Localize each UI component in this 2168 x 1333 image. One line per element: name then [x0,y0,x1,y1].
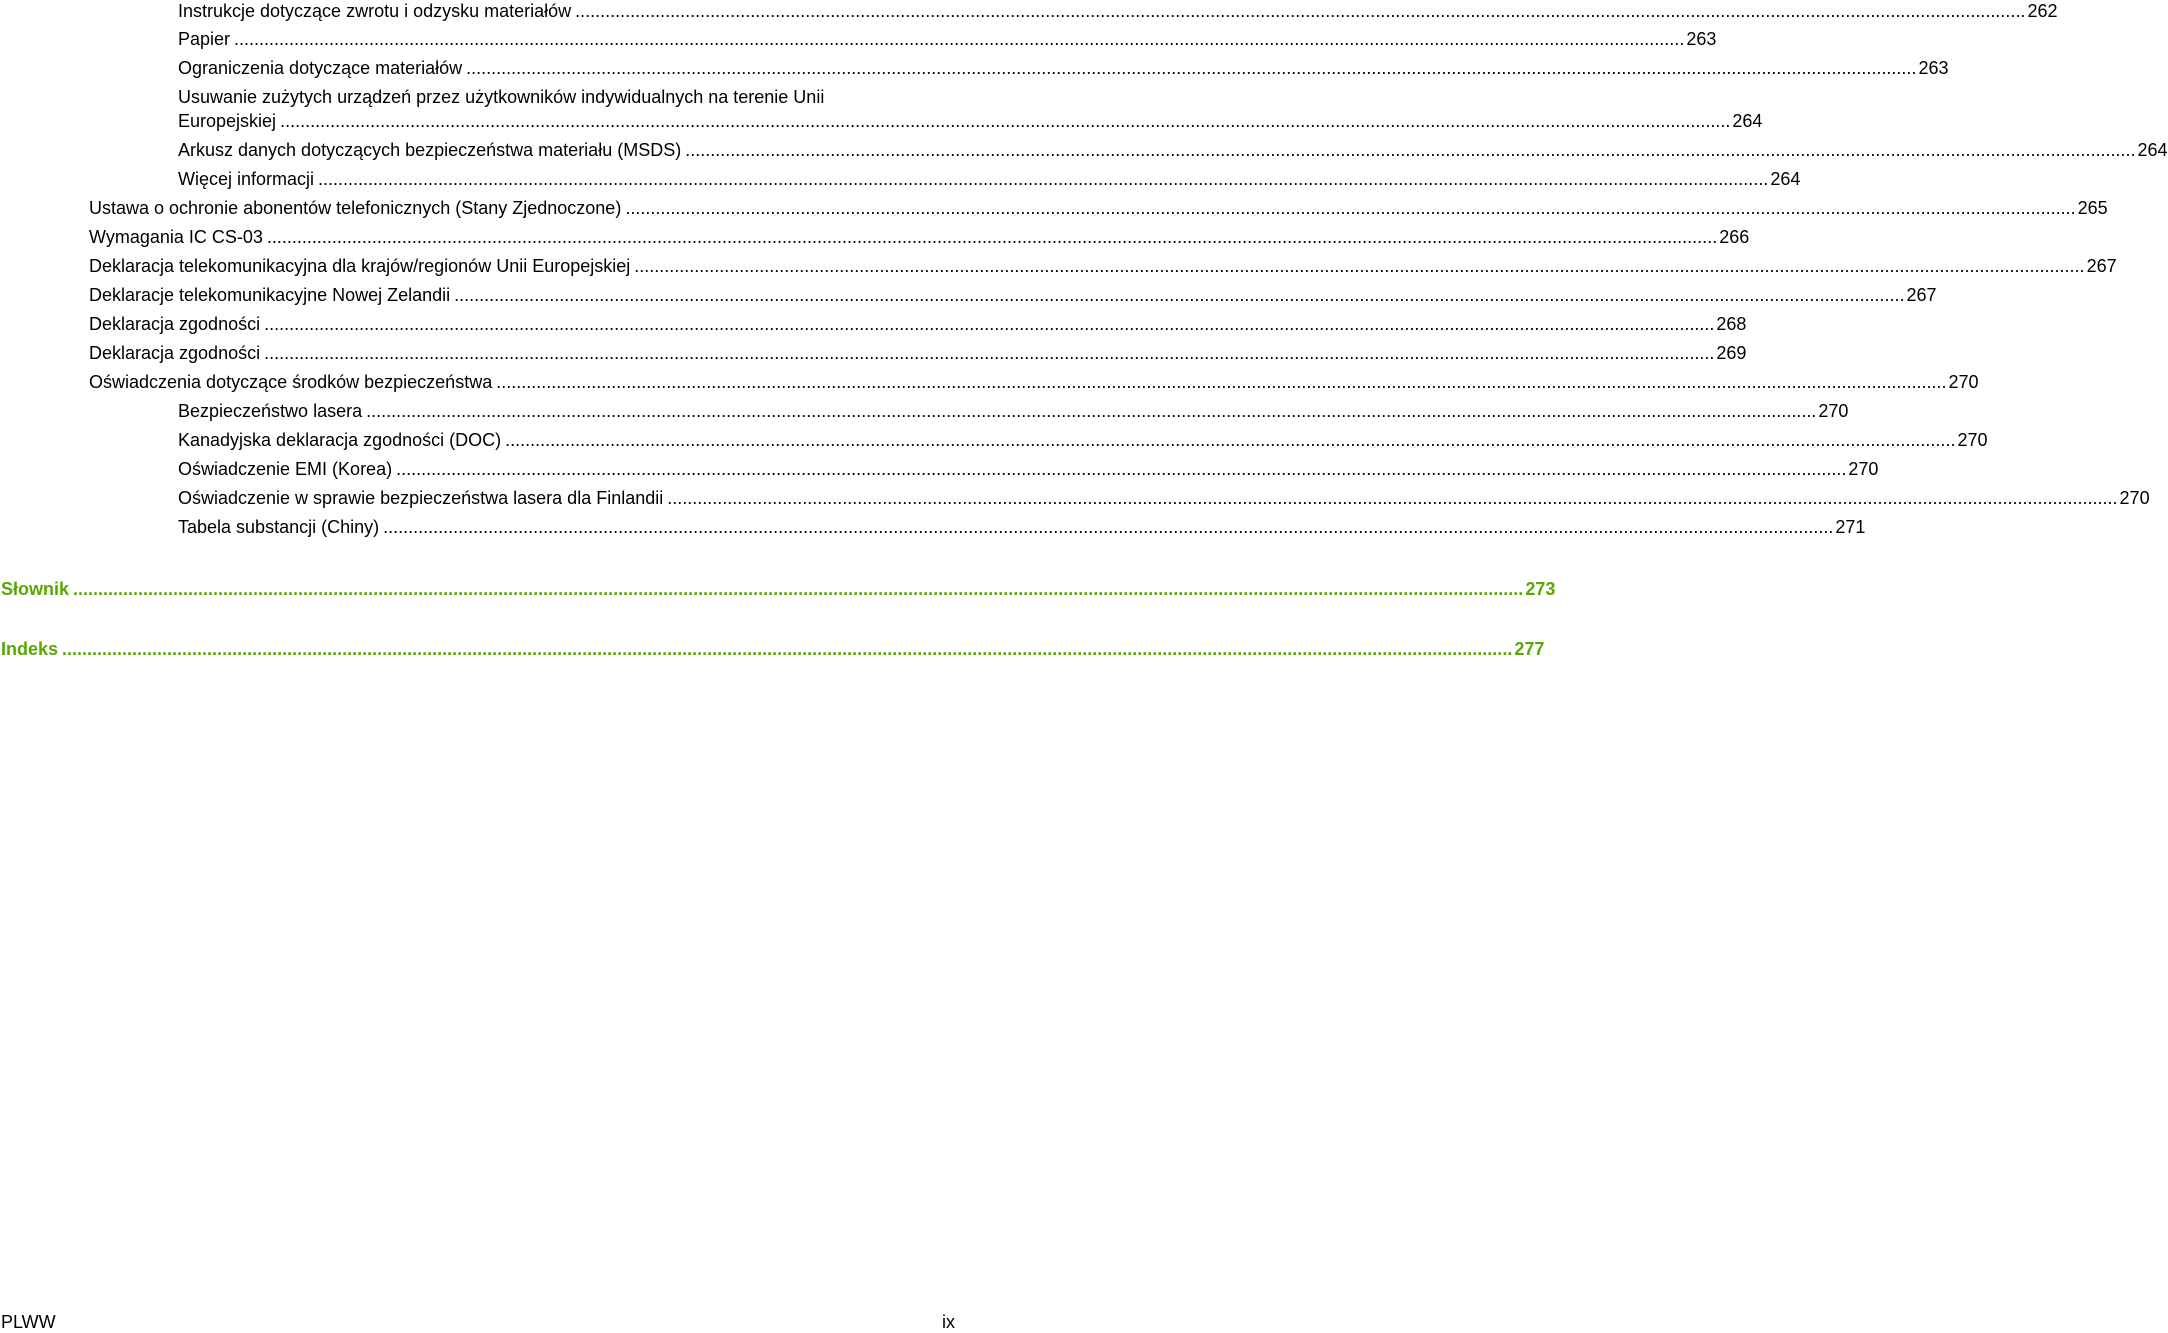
toc-entry-title: Deklaracja telekomunikacyjna dla krajów/regionów Unii Europejskiej [89,256,631,276]
toc-entry[interactable] [178,487,2150,509]
toc-entry[interactable] [89,313,1747,335]
toc-entry-title: Arkusz danych dotyczących bezpieczeństwa materiału (MSDS) [178,140,682,160]
toc-entry[interactable] [89,226,1750,248]
footer-document-code: PLWW [1,1312,56,1332]
dot-leader [366,400,1816,422]
dot-leader [505,429,1955,451]
dot-leader [264,313,1714,335]
toc-entry-title: Oświadczenia dotyczące środków bezpieczeństwa [89,372,493,392]
toc-entry-page: 271 [1835,517,1866,537]
toc-entry-page: 268 [1716,314,1747,334]
toc-entry[interactable] [178,168,1801,190]
toc-entry-title: Tabela substancji (Chiny) [178,517,380,537]
toc-entry-title: Deklaracja zgodności [89,314,261,334]
dot-leader [396,458,1846,480]
toc-entry-page: 270 [1848,459,1879,479]
dot-leader [383,516,1833,538]
toc-chapter-page: 273 [1525,579,1556,599]
dot-leader [667,487,2117,509]
toc-entry-page: 270 [1948,372,1979,392]
dot-leader [267,226,1717,248]
toc-entry[interactable] [178,139,2168,161]
toc-chapter-entry[interactable] [1,638,1545,660]
toc-entry-title: Oświadczenie EMI (Korea) [178,459,393,479]
toc-entry-page: 263 [1918,58,1949,78]
toc-chapter-title: Indeks [1,639,59,659]
dot-leader [496,371,1946,393]
toc-entry-page: 266 [1719,227,1750,247]
dot-leader [466,57,1916,79]
toc-entry-title: Ustawa o ochronie abonentów telefonicznych (Stany Zjednoczone) [89,198,622,218]
toc-entry-title: Deklaracja zgodności [89,343,261,363]
dot-leader [625,197,2075,219]
toc-entry-page: 267 [1906,285,1937,305]
toc-entry[interactable] [89,197,2108,219]
toc-entry[interactable] [178,516,1866,538]
toc-entry-page: 267 [2086,256,2117,276]
toc-entry-title: Wymagania IC CS-03 [89,227,263,247]
toc-entry-page: 263 [1686,29,1717,49]
dot-leader [634,255,2084,277]
toc-entry[interactable] [89,371,1979,393]
toc-chapter-entry[interactable] [1,578,1556,600]
toc-entry[interactable] [89,342,1747,364]
toc-entry-title: Papier [178,29,231,49]
toc-entry[interactable] [178,57,1949,79]
toc-entry-title: Więcej informacji [178,169,315,189]
toc-entry-page: 270 [1957,430,1988,450]
toc-entry-page: 264 [2137,140,2168,160]
toc-chapter-page: 277 [1514,639,1545,659]
dot-leader [62,638,1512,660]
toc-entry-title-line2: Europejskiej [178,111,277,131]
toc-entry-page: 270 [1818,401,1849,421]
toc-entry-title: Oświadczenie w sprawie bezpieczeństwa lasera dla Finlandii [178,488,664,508]
toc-entry-page: 262 [2027,1,2058,21]
dot-leader [73,578,1523,600]
toc-entry[interactable] [178,429,1988,451]
toc-entry-page: 270 [2119,488,2150,508]
dot-leader [454,284,1904,306]
toc-entry[interactable] [178,86,1763,132]
dot-leader [264,342,1714,364]
toc-entry-title: Instrukcje dotyczące zwrotu i odzysku materiałów [178,1,572,21]
toc-entry[interactable] [178,458,1879,480]
toc-chapter-title: Słownik [1,579,70,599]
toc-entry-page: 264 [1732,111,1763,131]
toc-entry-page: 269 [1716,343,1747,363]
toc-entry-title: Deklaracje telekomunikacyjne Nowej Zelandii [89,285,451,305]
toc-entry[interactable] [178,400,1849,422]
dot-leader [280,110,1730,132]
toc-entry-title: Bezpieczeństwo lasera [178,401,363,421]
toc-entry[interactable] [178,0,2058,22]
footer-page-number: ix [942,1312,955,1332]
toc-entry-title-line1: Usuwanie zużytych urządzeń przez użytkowników indywidualnych na terenie Unii [178,87,825,107]
dot-leader [318,168,1768,190]
toc-entry-page: 265 [2077,198,2108,218]
dot-leader [685,139,2135,161]
toc-entry-title: Kanadyjska deklaracja zgodności (DOC) [178,430,502,450]
toc-entry[interactable] [89,255,2117,277]
dot-leader [234,28,1684,50]
toc-entry-title: Ograniczenia dotyczące materiałów [178,58,463,78]
dot-leader [575,0,2025,22]
toc-entry[interactable] [178,28,1717,50]
toc-entry[interactable] [89,284,1937,306]
toc-entry-page: 264 [1770,169,1801,189]
